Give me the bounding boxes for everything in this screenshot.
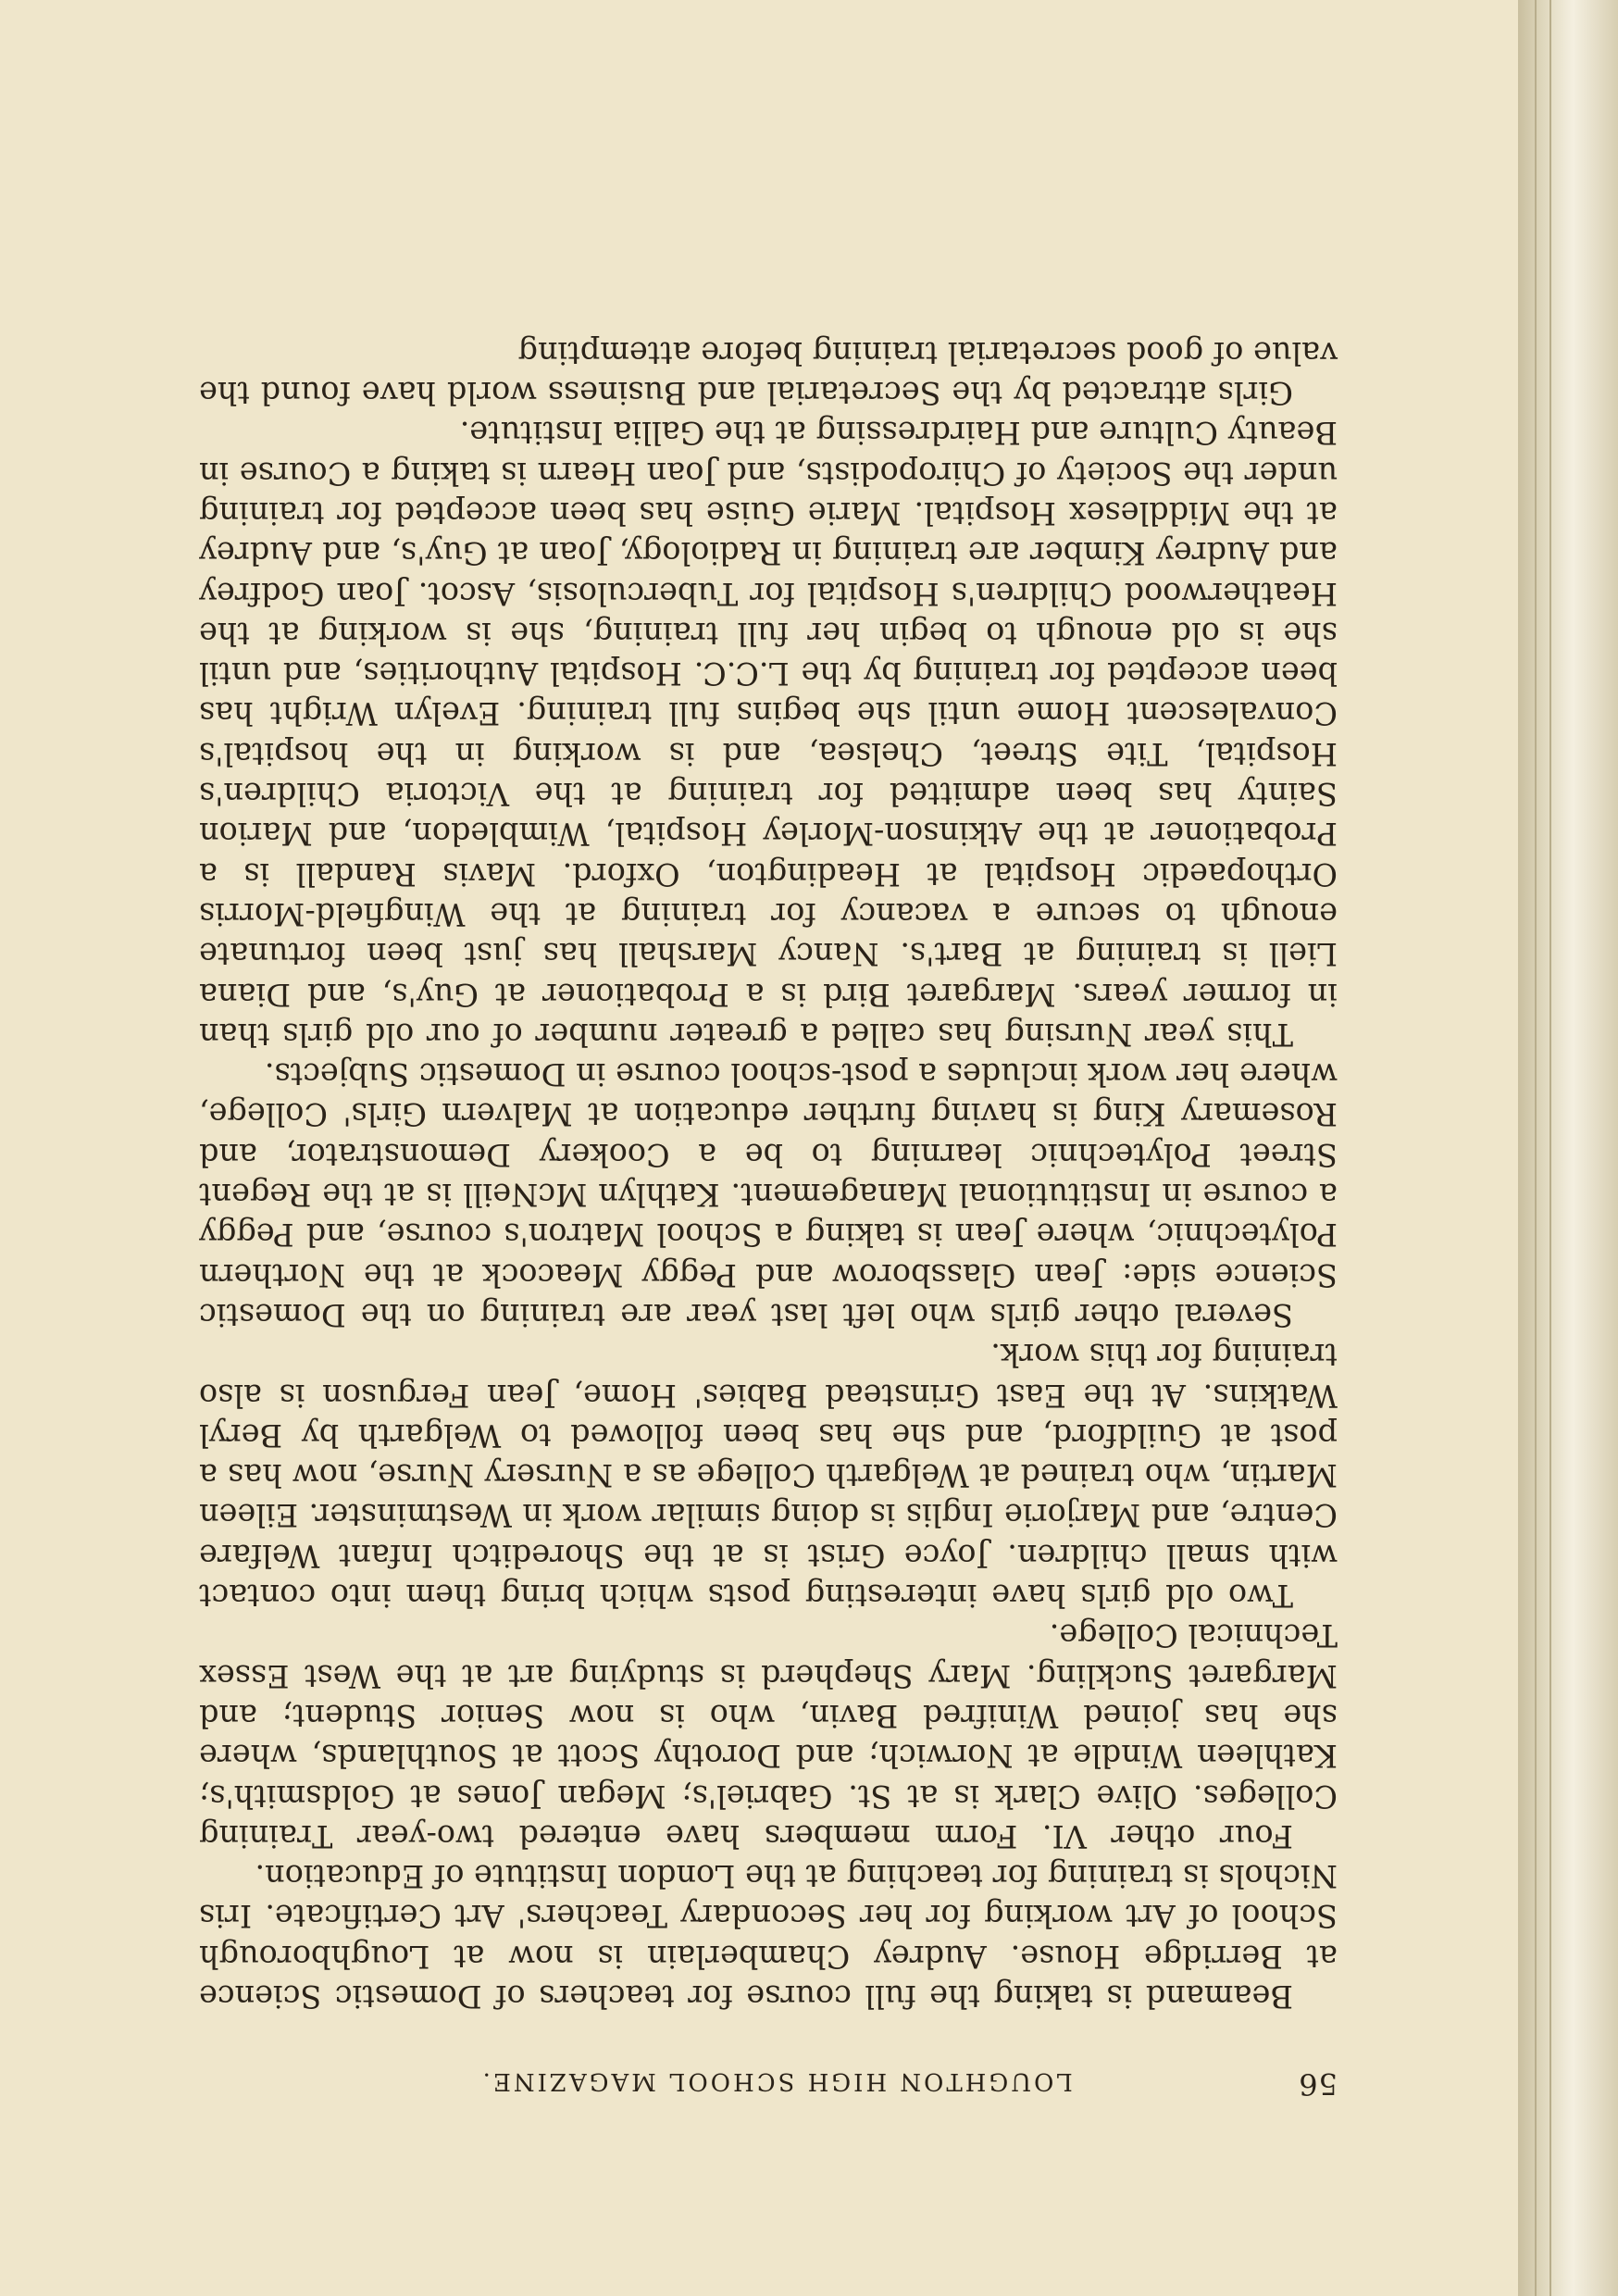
paragraph-nursing: This year Nursing has called a greater number of our old girls than in former years. Margaret Bird is a Probationer at Guy's, and Diana Liell is training at Bart's. Nancy Marshall has just been fortunate enough to secure a vacancy for training at the Wingfield-Morris Orthopaedic Hospital at Headington, Oxford. Mavis Randall is a Probationer at the Atkinson-Morley Hospital, Wimbledon, and Marion Sainty has been admitted for training at the Victoria Children's Hospital, Tite Street, Chelsea, and is working in the hospital's Convalescent Home until she begins full training. Evelyn Wright has been accepted for training by the L.C.C. Hospital Authorities, and until she is old enough to begin her full training, she is working at the Heatherwood Children's Hospital for Tuberculosis, Ascot. Joan Godfrey and Audrey Kimber are training in Radiology, Joan at Guy's, and Audrey at the Middlesex Hospital. Marie Guise has been accepted for training under the Society of Chiropodists, and Joan Hearn is taking a Course in Beauty Culture and Hairdressing at the Gallia Institute. (199, 415, 1338, 1053)
paragraph-domestic-science-side: Several other girls who left last year are training on the Domestic Science side: Jean Glassborow and Peggy Meacock at the Northern Polytechnic, where Jean is taking a School Matron's course, and Peggy a course in Institutional Management. Kathlyn McNeill is at the Regent Street Polytechnic learning to be a Cookery Demonstrator, and Rosemary King is having further education at Malvern Girls' College, where her work includes a post-school course in Domestic Subjects. (199, 1056, 1338, 1333)
paragraph-training-colleges: Four other VI. Form members have entered two-year Training Colleges. Olive Clark is at St. Gabriel's; Megan Jones at Goldsmith's; Kathleen Windle at Norwich; and Dorothy Scott at Southlands, where she has joined Winifred Bavin, who is now Senior Student; and Margaret Suckling. Mary Shepherd is studying art at the West Essex Technical College. (199, 1617, 1338, 1854)
paragraph-secretarial: Girls attracted by the Secretarial and Business world have found the value of good secretarial training before attempting (199, 334, 1338, 412)
binding-line (1535, 0, 1537, 2296)
page-number: 56 (1298, 2066, 1338, 2102)
binding-line (1550, 0, 1551, 2296)
running-title: LOUGHTON HIGH SCHOOL MAGAZINE. (479, 2067, 1073, 2095)
paragraph-domestic-science: Beamand is taking the full course for teachers of Domestic Science at Berridge House. Audrey Chamberlain is now at Loughborough School of Art working for her Secondary Teachers' Art Certificate. Iris Nichols is training for teaching at the London Institute of Education. (199, 1858, 1338, 2015)
page-content-rotated (199, 231, 1338, 2102)
paragraph-children-posts: Two old girls have interesting posts which bring them into contact with small children. Joyce Grist is at the Shoreditch Infant Welfare Centre, and Marjorie Inglis is doing similar work in Westminster. Eileen Martin, who trained at Welgarth College as a Nursery Nurse, now has a post at Guildford, and she has been followed to Welgarth by Beryl Watkins. At the East Grinstead Babies' Home, Jean Ferguson is also training for this work. (199, 1337, 1338, 1615)
book-binding-edge (1518, 0, 1618, 2296)
page-header (199, 2066, 1338, 2102)
